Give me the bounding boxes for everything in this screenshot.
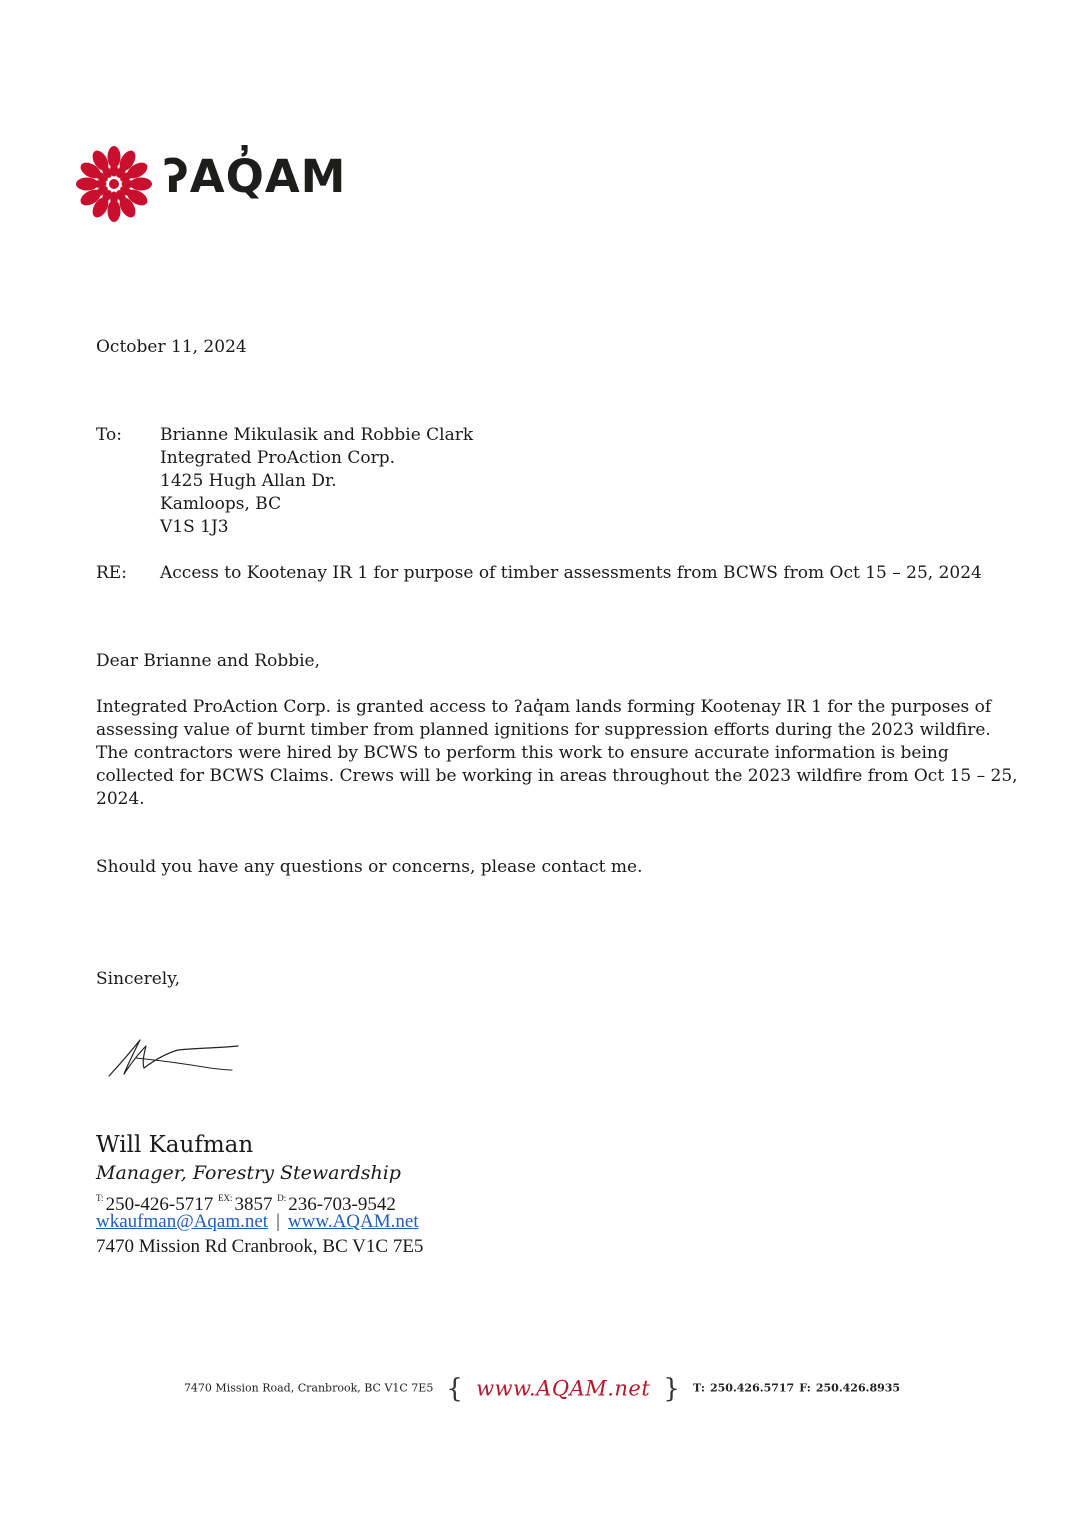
- paragraph-line: collected for BCWS Claims. Crews will be working in areas throughout the 2023 wildfire from Oct 15 – 25,: [96, 766, 1018, 786]
- paragraph-line: assessing value of burnt timber from planned ignitions for suppression efforts during the 2023 wildfire.: [96, 720, 991, 740]
- website-link[interactable]: www.AQAM.net: [287, 1211, 419, 1232]
- ext-label: EX:: [217, 1193, 233, 1203]
- paragraph-line: Integrated ProAction Corp. is granted access to ʔaq̓am lands forming Kootenay IR 1 for the purposes of: [96, 697, 992, 717]
- letterhead-footer: [0, 1372, 1084, 1405]
- to-label: To:: [96, 425, 122, 445]
- flower-icon: [74, 144, 154, 224]
- footer-brace-close: }: [663, 1373, 680, 1404]
- ext-number: 3857: [234, 1194, 273, 1215]
- sign-off: Sincerely,: [96, 969, 180, 989]
- paragraph-line: 2024.: [96, 789, 145, 809]
- recipient-line: Integrated ProAction Corp.: [160, 448, 395, 468]
- footer-fax-label: F:: [799, 1381, 811, 1395]
- footer-brace-open: {: [446, 1373, 463, 1404]
- footer-phone-label: T:: [693, 1381, 705, 1395]
- letter-date: October 11, 2024: [96, 337, 247, 357]
- signer-links: [96, 1210, 419, 1234]
- signer-name: Will Kaufman: [96, 1132, 254, 1158]
- recipient-line: Kamloops, BC: [160, 494, 282, 514]
- footer-phone: 250.426.5717: [709, 1381, 795, 1395]
- signer-title: Manager, Forestry Stewardship: [96, 1162, 401, 1184]
- body-paragraph: [96, 696, 1018, 811]
- recipient-line: 1425 Hugh Allan Dr.: [160, 471, 337, 491]
- re-label: RE:: [96, 563, 127, 583]
- direct-label: D:: [277, 1193, 287, 1203]
- recipient-address: [160, 424, 473, 539]
- email-link[interactable]: wkaufman@Aqam.net: [96, 1211, 269, 1232]
- signer-address: 7470 Mission Rd Cranbrook, BC V1C 7E5: [96, 1236, 424, 1257]
- recipient-line: V1S 1J3: [160, 517, 229, 537]
- footer-fax: 250.426.8935: [815, 1381, 901, 1395]
- closing-question: Should you have any questions or concerns, please contact me.: [96, 857, 643, 877]
- paragraph-line: The contractors were hired by BCWS to perform this work to ensure accurate information is being: [96, 743, 949, 763]
- phone-number: 250-426-5717: [105, 1194, 214, 1215]
- footer-address: 7470 Mission Road, Cranbrook, BC V1C 7E5: [183, 1381, 434, 1395]
- brand-logo-text: ʔAQ̓AM: [163, 150, 347, 203]
- link-separator: |: [276, 1211, 280, 1232]
- direct-number: 236-703-9542: [288, 1194, 396, 1215]
- footer-website: www.AQAM.net: [476, 1376, 651, 1401]
- subject-line: Access to Kootenay IR 1 for purpose of timber assessments from BCWS from Oct 15 – 25, 2024: [160, 563, 982, 583]
- phone-label: T:: [96, 1193, 104, 1203]
- handwritten-signature: [106, 1034, 242, 1080]
- salutation: Dear Brianne and Robbie,: [96, 651, 320, 671]
- recipient-line: Brianne Mikulasik and Robbie Clark: [160, 425, 474, 445]
